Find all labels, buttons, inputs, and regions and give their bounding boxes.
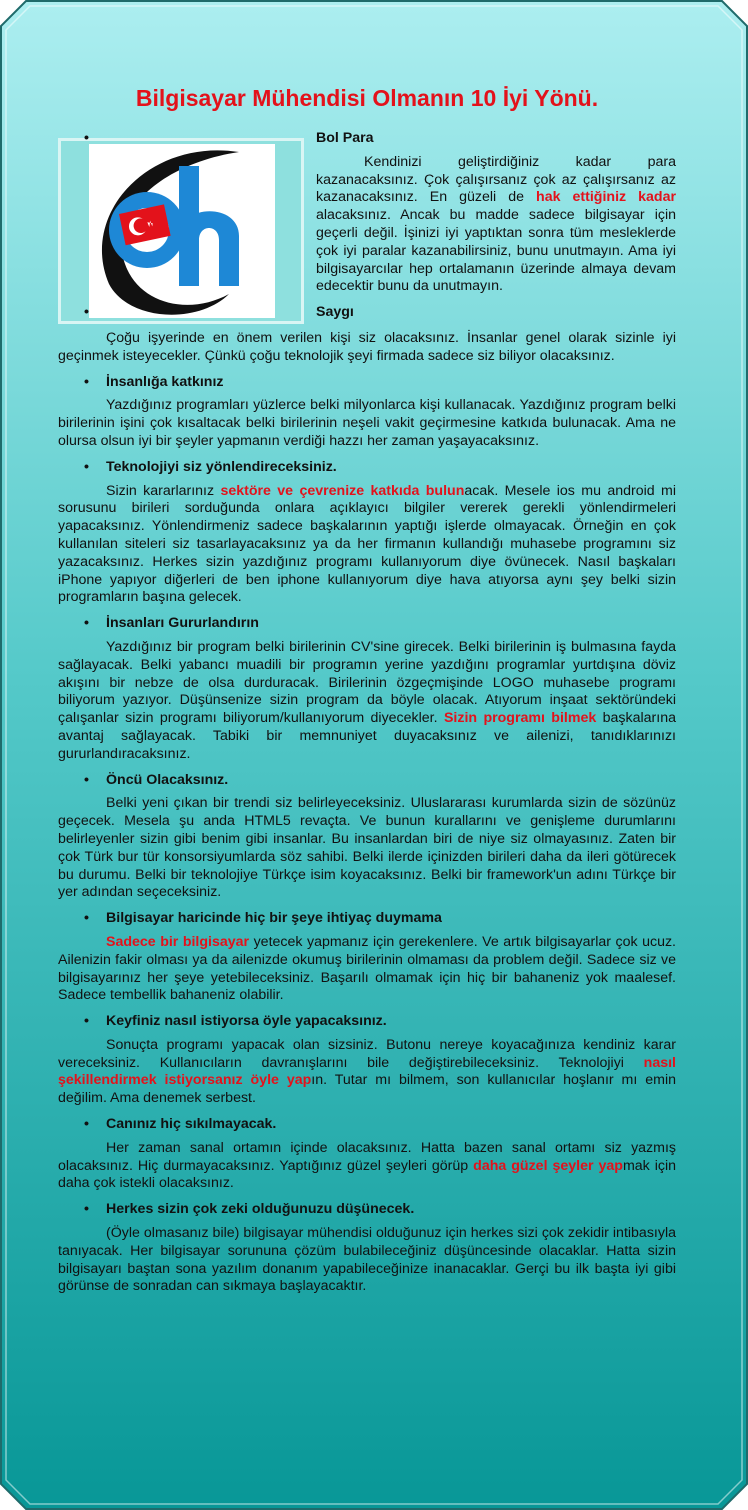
section-paragraph xyxy=(58,397,676,450)
paragraph-text: alacaksınız. Ancak bu madde sadece bilgisayar için geçerli değil. İşinizi iyi yaptıktan sonra tüm mesleklerde çok iyi paralar kazanabilirsiniz, bunu unutmayın. Ama iyi bilgisayarcılar hep ortalamanın üzerinde almaya devam edecektir bunu da unutmayın. xyxy=(316,207,676,295)
paragraph-text: (Öyle olmasanız bile) bilgisayar mühendisi olduğunuz için herkes sizi çok zekidir intibasıyla tanıyacak. Her bilgisayar sorununa çözüm bulabileceğiniz düşüncesinde olacaklar. Hatta sizin bilgisayarı baştan sona yazılım donanım yapabileceğinize inanacaklar. Gerçi bu ilk başta iyi gibi görünse de sonradan can sıkmaya başlayacaktır. xyxy=(58,1225,676,1295)
section-heading: • İnsanları Gururlandırın xyxy=(58,615,676,633)
section-heading: • Bol Para xyxy=(58,130,676,148)
highlight-text: Sizin programı bilmek xyxy=(443,710,597,727)
paragraph-text: Sonuçta programı yapacak olan sizsiniz. Butonu nereye koyacağınıza kendiniz karar vereceksiniz. Kullanıcıların davranışlarını bile değiştirebileceksiniz. Teknolojiyi xyxy=(58,1036,676,1071)
section-heading: • Herkes sizin çok zeki olduğunuzu düşünecek. xyxy=(58,1201,676,1219)
section-paragraph xyxy=(58,1037,676,1108)
section-paragraph xyxy=(58,1225,676,1296)
paragraph-text: mak için daha çok istekli olacaksınız. xyxy=(58,1157,676,1192)
paragraph-text: Çoğu işyerinde en önem verilen kişi siz olacaksınız. İnsanlar genel olarak sizinle iyi geçinmek isteyecekler. Çünkü çoğu teknolojik şeyi firmada sadece siz biliyor olacaksınız. xyxy=(58,330,676,364)
section-heading: • Öncü Olacaksınız. xyxy=(58,772,676,790)
section-heading: • Teknolojiyi siz yönlendireceksiniz. xyxy=(58,459,676,477)
paragraph-text: Yazdığınız programları yüzlerce belki milyonlarca kişi kullanacak. Yazdığınız program belki birilerinin işini çok kısaltacak belki birilerinin neşeli vakit geçirmesine katkıda bulunacak. Ama ne olursa olsun iyi bir şeyler yapmanın verdiği hazzı her zaman yaşayacaksınız. xyxy=(58,397,676,449)
article-body xyxy=(58,130,676,1296)
article-content xyxy=(58,84,676,1304)
section-paragraph xyxy=(58,795,676,902)
highlight-text: nasıl şekillendirmek istiyorsanız öyle yap xyxy=(58,1054,676,1089)
section-paragraph xyxy=(58,330,676,366)
section-paragraph xyxy=(58,483,676,608)
page-title: Bilgisayar Mühendisi Olmanın 10 İyi Yönü. xyxy=(135,85,599,111)
oh-logo-icon xyxy=(89,144,275,318)
paragraph-text: Yazdığınız bir program belki birilerinin CV'sine girecek. Belki birilerinin iş bulmasına fayda sağlayacak. Belki yabancı muadili bir programın yerine yazdığını programlar yurtdışına döviz akışını bir nebze de olsa durduracak. Birilerinin özgeçmişinde LOGO muhasebe programı biliyorum yazıyor. Düşünsenize sizin program da böyle olacak. Atıyorum inşaat sektöründeki çalışanlar sizin programı biliyorum/kullanıyorum diyecekler. xyxy=(58,638,676,727)
paragraph-text: yetecek yapmanız için gerekenlere. Ve artık bilgisayarlar çok ucuz. Ailenizin fakir olması ya da ailenizde okumuş birilerinin olmaması da problem değil. Sadece siz ve bilgisayarınız her şeye yetebileceksiniz. Başarılı olmamak için hiç bir bahaneniz yok maalesef. Sadece tembellik bahaneniz olabilir. xyxy=(58,933,676,1004)
paragraph-text: Kendinizi geliştirdiğiniz kadar para kazanacaksınız. Çok çalışırsanız çok az çalışırsanız az kazanacaksınız. En güzeli de xyxy=(316,153,676,206)
section-paragraph xyxy=(58,1140,676,1193)
paragraph-text: Belki yeni çıkan bir trendi siz belirleyeceksiniz. Uluslararası kurumlarda sizin de sözünüz geçecek. Mesela şu anda HTML5 revaçta. Ve bunun kurallarını ve genişleme durumlarını belirleyenler sizin gibi benim gibi insanlar. Bu insanlardan biri de niye siz olmayasınız. Zaten bir çok Türk bur tür konsorsiyumlarda söz sahibi. Belki ilerde içinizden birileri daha da ileri götürecek bu durumu. Belki bir teknolojiye Türkçe isim koyacaksınız. Belki bir framework'un adını Türkçe bir yer adından seçeceksiniz. xyxy=(58,795,676,901)
section-heading: • Saygı xyxy=(58,304,676,322)
section-heading: • Bilgisayar haricinde hiç bir şeye ihtiyaç duymama xyxy=(58,910,676,928)
section-heading: • Keyfiniz nasıl istiyorsa öyle yapacaksınız. xyxy=(58,1013,676,1031)
paragraph-text: ın. Tutar mı bilmem, son kullanıcılar hoşlanır mı emin değilim. Ama denemek serbest. xyxy=(58,1072,676,1107)
intro-block xyxy=(58,130,676,296)
paragraph-text: Her zaman sanal ortamın içinde olacaksınız. Hatta bazen sanal ortamı siz yazmış olacaksınız. Hiç durmayacaksınız. Yaptığınız güzel şeyleri görüp xyxy=(58,1139,676,1174)
paragraph-text: başkalarına avantaj sağlayacak. Tabiki bir memnuniyet duyacaksınız ve ailenizi, tanıdıklarınızı gururlandıracaksınız. xyxy=(58,710,676,762)
highlight-text: sektöre ve çevrenize katkıda bulun xyxy=(220,482,465,499)
paragraph-text: acak. Mesele ios mu android mi sorusunu birileri sorduğunda onlara açıklayıcı bilgiler vererek gerekli yönlendirmeleri yapacaksınız. Yönlendirmeniz sadece başkalarının yaptığı işlerde olmayacak. Örneğin en çok kullanılan siteleri siz tasarlayacaksınız ya da her firmanın kullandığı muhasebe programını siz yazacaksınız. Herkes sizin yazdığınız programı kullanıyorum diye övünecek. Nasıl başkaları iPhone yapıyor diğerleri de ben iphone kullanıyorum diye hava atıyorsa aynı şey belki sizin programların başına gelecek. xyxy=(58,482,677,606)
section-paragraph xyxy=(58,639,676,764)
section-heading: • İnsanlığa katkınız xyxy=(58,374,676,392)
section-paragraph xyxy=(58,934,676,1005)
highlight-text: Sadece bir bilgisayar xyxy=(106,933,250,950)
highlight-text: hak ettiğiniz kadar xyxy=(536,189,676,206)
paragraph-text: Sizin kararlarınız xyxy=(106,482,221,499)
logo-image xyxy=(89,144,275,318)
logo-frame xyxy=(58,138,304,324)
section-heading: • Canınız hiç sıkılmayacak. xyxy=(58,1116,676,1134)
highlight-text: daha güzel şeyler yap xyxy=(473,1157,623,1174)
